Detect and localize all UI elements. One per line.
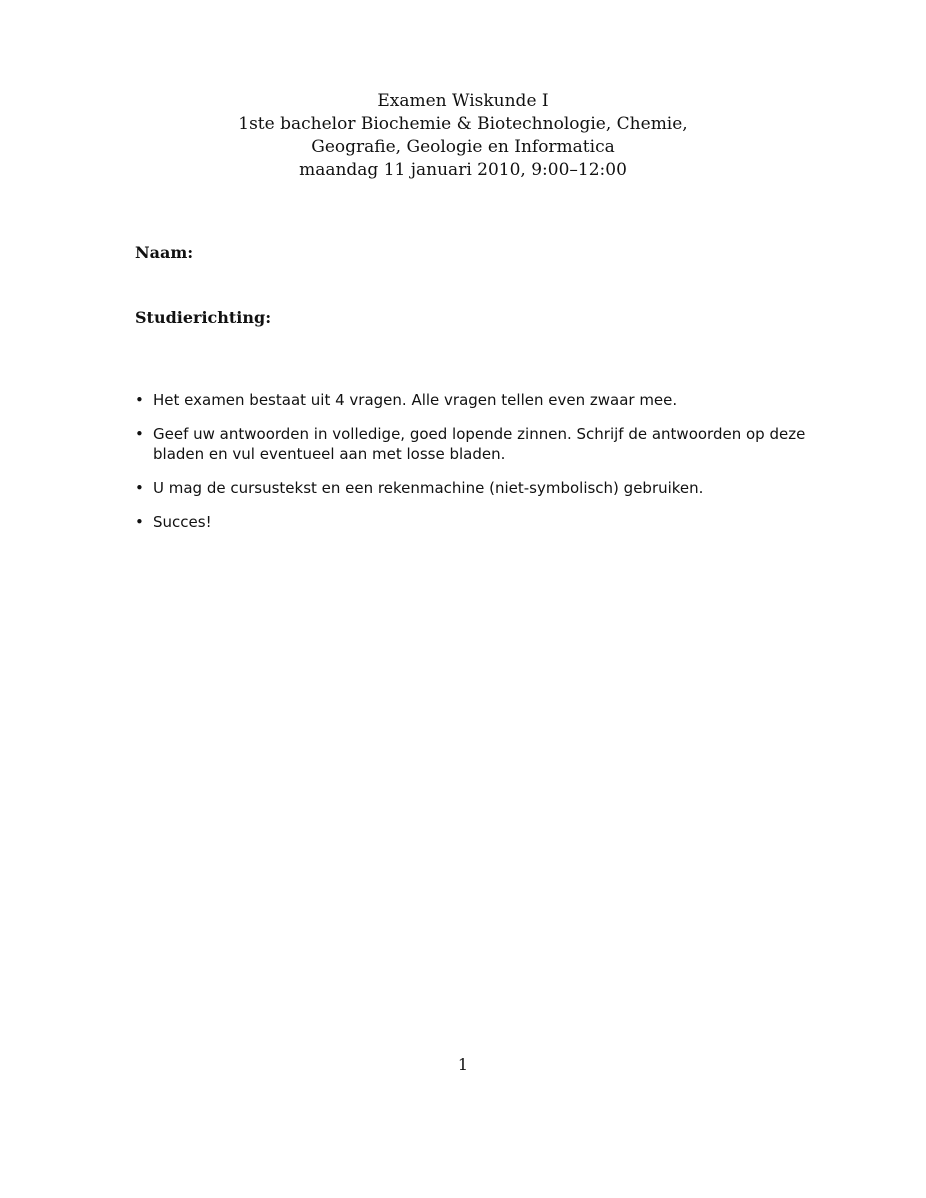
instruction-text: Het examen bestaat uit 4 vragen. Alle vragen tellen even zwaar mee. bbox=[153, 391, 678, 409]
exam-header bbox=[0, 90, 926, 182]
instruction-text: Geef uw antwoorden in volledige, goed lopende zinnen. Schrijf de antwoorden op deze bladen en vul eventueel aan met losse bladen. bbox=[153, 425, 806, 463]
program-line-2: Geografie, Geologie en Informatica bbox=[311, 137, 615, 157]
program-line-1: 1ste bachelor Biochemie & Biotechnologie, Chemie, bbox=[238, 114, 688, 134]
instruction-text: U mag de cursustekst en een rekenmachine (niet-symbolisch) gebruiken. bbox=[153, 479, 704, 497]
page-number: 1 bbox=[457, 1055, 469, 1074]
instruction-text: Succes! bbox=[153, 513, 212, 531]
instruction-item bbox=[135, 424, 815, 464]
instruction-item bbox=[135, 512, 815, 532]
instruction-item bbox=[135, 478, 815, 498]
name-label: Naam: bbox=[135, 243, 194, 262]
bullet-icon: • bbox=[135, 425, 144, 443]
instructions-list bbox=[135, 390, 815, 546]
instruction-item bbox=[135, 390, 815, 410]
bullet-icon: • bbox=[135, 513, 144, 531]
exam-date-time: maandag 11 januari 2010, 9:00–12:00 bbox=[299, 160, 627, 180]
exam-title: Examen Wiskunde I bbox=[377, 91, 549, 111]
bullet-icon: • bbox=[135, 479, 144, 497]
study-program-label: Studierichting: bbox=[135, 308, 272, 327]
bullet-icon: • bbox=[135, 391, 144, 409]
